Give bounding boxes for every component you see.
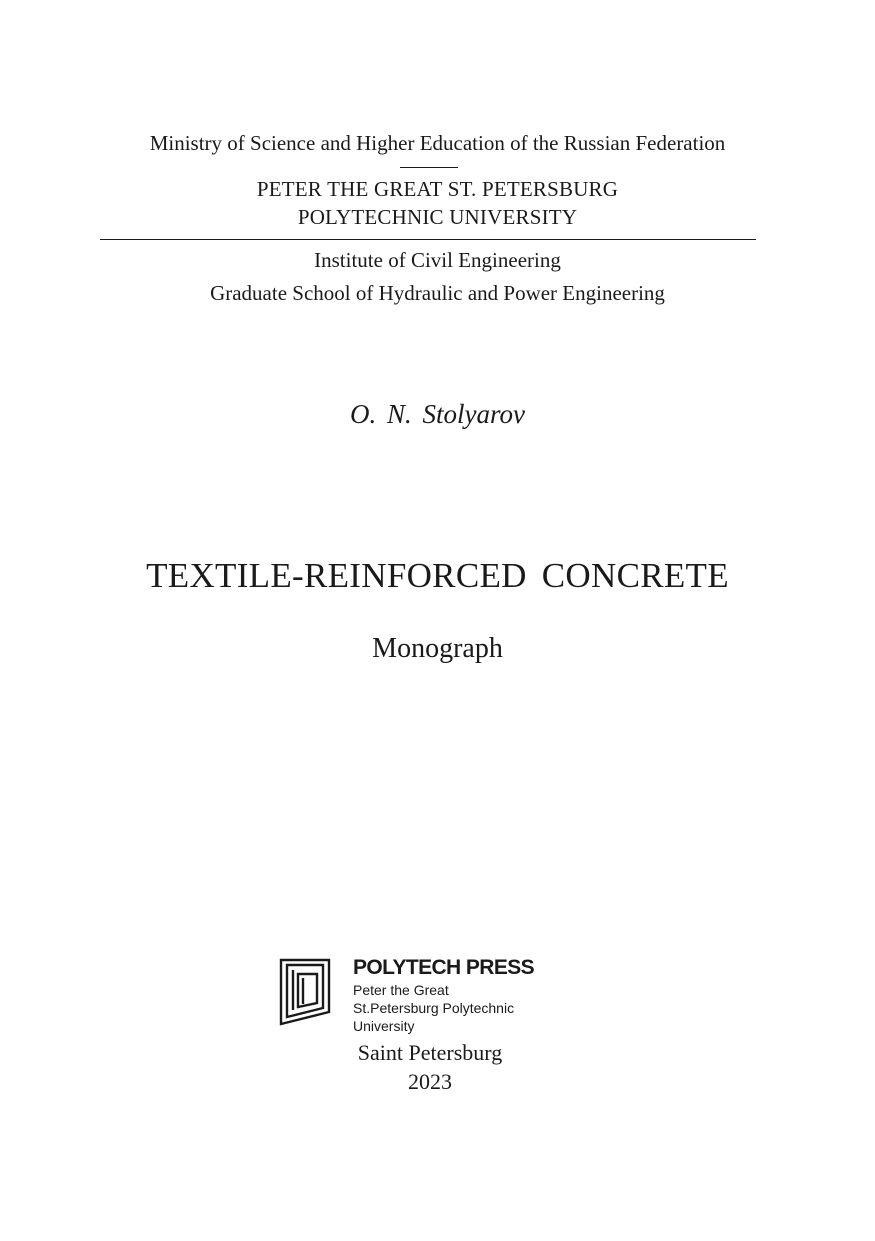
ministry-name: Ministry of Science and Higher Education of the Russian Federation [149,131,726,155]
book-subtitle: Monograph [372,633,503,664]
publisher-line: Peter the Great [353,982,449,998]
book-frame-icon [279,958,333,1028]
publisher-line: University [353,1018,415,1034]
university-name-line1: PETER THE GREAT ST. PETERSBURG [256,177,619,201]
publisher-line: St.Petersburg Polytechnic [353,1000,515,1016]
author-name: O. N. Stolyarov [350,399,525,429]
institute-name: Institute of Civil Engineering [314,248,561,272]
publisher-name: POLYTECH PRESS [353,956,535,979]
book-title: TEXTILE-REINFORCED CONCRETE [146,556,729,595]
imprint-city: Saint Petersburg [357,1040,503,1065]
long-divider [100,239,756,240]
school-name: Graduate School of Hydraulic and Power Engineering [210,281,665,305]
short-divider [400,167,458,168]
university-name-line2: POLYTECHNIC UNIVERSITY [297,205,578,229]
publisher-block [353,955,534,1035]
imprint-year: 2023 [408,1069,452,1094]
